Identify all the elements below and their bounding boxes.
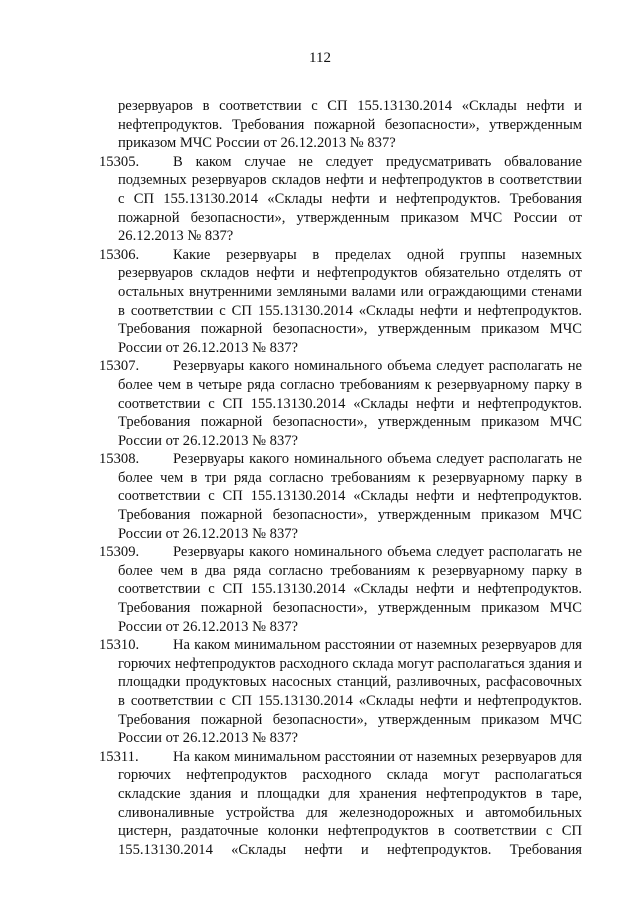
question-text: На каком минимальном расстоянии от наземных резервуаров для горючих нефтепродуктов расходного склада могут располагаться складские здания и площадки для хранения нефтепродуктов в таре, сливоналивные устройства для железнодорожных и автомобильных цистерн, раздаточные колонки нефтепродуктов в соответствии с СП 155.13130.2014 «Склады нефти и нефтепродуктов. Требования [118, 748, 582, 858]
question-15311 [99, 748, 582, 860]
question-number: 15308. [99, 451, 140, 468]
question-number: 15306. [99, 246, 140, 263]
question-15305 [99, 153, 582, 246]
question-number: 15311. [99, 748, 139, 765]
question-text: Какие резервуары в пределах одной группы наземных резервуаров складов нефти и нефтепродуктов обязательно отделять от остальных внутренними земляными валами или ограждающими стенами в соответствии с СП 155.13130.2014 «Склады нефти и нефтепродуктов. Требования пожарной безопасности», утвержденным приказом МЧС России от 26.12.2013 № 837? [118, 246, 582, 356]
page-number: 112 [309, 50, 331, 66]
question-number: 15307. [99, 358, 140, 375]
question-15309 [99, 543, 582, 636]
question-15310 [99, 636, 582, 748]
question-text: Резервуары какого номинального объема следует располагать не более чем в два ряда согласно требованиям к резервуарному парку в соответствии с СП 155.13130.2014 «Склады нефти и нефтепродуктов. Требования пожарной безопасности», утвержденным приказом МЧС России от 26.12.2013 № 837? [118, 544, 582, 635]
question-text: Резервуары какого номинального объема следует располагать не более чем в четыре ряда согласно требованиям к резервуарному парку в соответствии с СП 155.13130.2014 «Склады нефти и нефтепродуктов. Требования пожарной безопасности», утвержденным приказом МЧС России от 26.12.2013 № 837? [118, 358, 582, 449]
continuation-paragraph: резервуаров в соответствии с СП 155.13130.2014 «Склады нефти и нефтепродуктов. Требования пожарной безопасности», утвержденным приказом МЧС России от 26.12.2013 № 837? [118, 98, 582, 152]
question-text: Резервуары какого номинального объема следует располагать не более чем в три ряда согласно требованиям к резервуарному парку в соответствии с СП 155.13130.2014 «Склады нефти и нефтепродуктов. Требования пожарной безопасности», утвержденным приказом МЧС России от 26.12.2013 № 837? [118, 451, 582, 542]
question-number: 15310. [99, 637, 140, 654]
question-number: 15305. [99, 153, 140, 170]
question-number: 15309. [99, 544, 140, 561]
question-text: На каком минимальном расстоянии от наземных резервуаров для горючих нефтепродуктов расходного склада могут располагаться здания и площадки продуктовых насосных станций, разливочных, расфасовочных в соответствии с СП 155.13130.2014 «Склады нефти и нефтепродуктов. Требования пожарной безопасности», утвержденным приказом МЧС России от 26.12.2013 № 837? [118, 637, 582, 747]
question-text: В каком случае не следует предусматривать обвалование подземных резервуаров складов нефти и нефтепродуктов в соответствии с СП 155.13130.2014 «Склады нефти и нефтепродуктов. Требования пожарной безопасности», утвержденным приказом МЧС России от 26.12.2013 № 837? [118, 153, 582, 245]
question-15306 [99, 246, 582, 358]
document-body [99, 97, 582, 859]
question-15307 [99, 357, 582, 450]
question-15308 [99, 450, 582, 543]
